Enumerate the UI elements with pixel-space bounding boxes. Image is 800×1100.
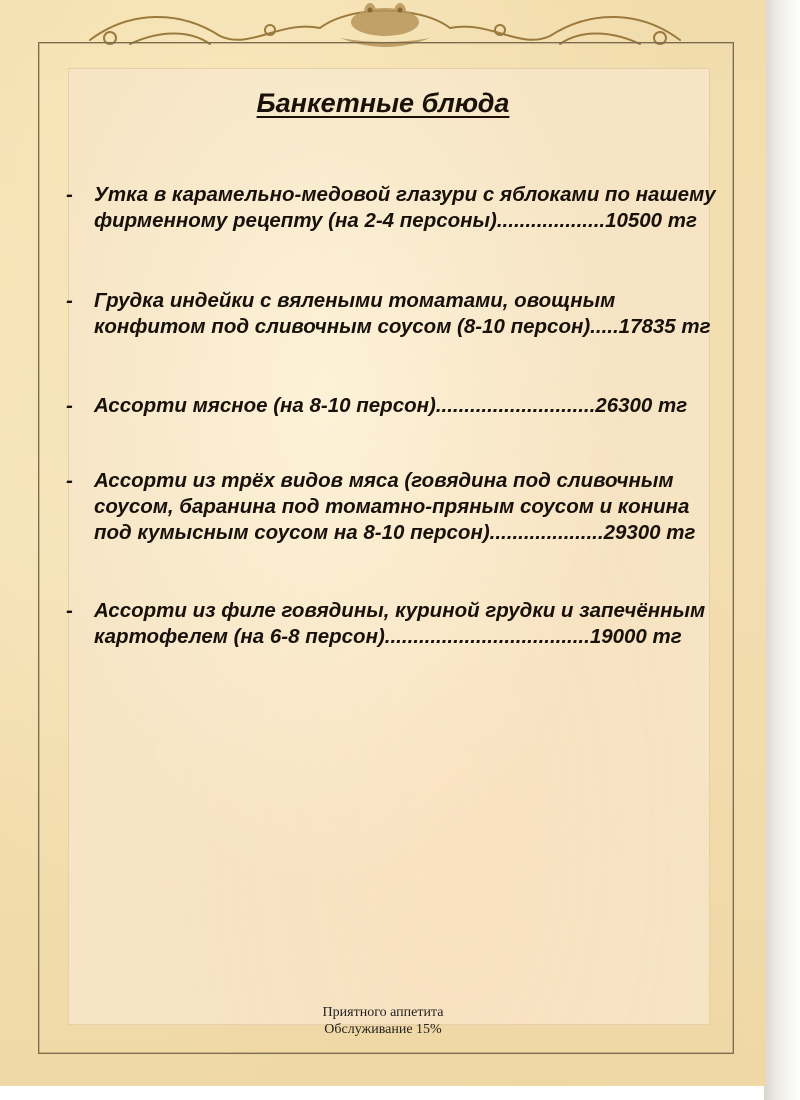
menu-item xyxy=(66,468,706,546)
menu-item-line: фирменному рецепту (на 2-4 персоны)...................10500 тг xyxy=(94,209,697,232)
list-dash: - xyxy=(66,289,73,312)
footer-wish: Приятного аппетита xyxy=(322,1005,444,1020)
menu-item-line: Ассорти из филе говядины, куриной грудки и запечённым xyxy=(94,599,706,622)
list-dash: - xyxy=(66,469,73,492)
menu-item xyxy=(66,288,711,340)
menu-item-line: под кумысным соусом на 8-10 персон)....................29300 тг xyxy=(94,521,696,544)
menu-item-line: картофелем (на 6-8 персон)....................................19000 тг xyxy=(94,625,682,648)
page-title: Банкетные блюда xyxy=(256,88,510,118)
menu-item-line: Ассорти из трёх видов мяса (говядина под сливочным xyxy=(94,469,674,492)
menu-item-line: Утка в карамельно-медовой глазури с яблоками по нашему xyxy=(94,183,716,206)
menu-item xyxy=(66,182,716,234)
scan-edge xyxy=(764,0,800,1100)
list-dash: - xyxy=(66,599,73,622)
footer xyxy=(0,1004,766,1038)
menu-item xyxy=(66,598,706,650)
menu-item-line: соусом, баранина под томатно-пряным соусом и конина xyxy=(94,495,690,518)
footer-service-charge: Обслуживание 15% xyxy=(324,1022,442,1037)
menu-item-line: конфитом под сливочным соусом (8-10 персон).....17835 тг xyxy=(94,315,711,338)
list-dash: - xyxy=(66,394,73,417)
menu-item-line: Грудка индейки с вялеными томатами, овощным xyxy=(94,289,616,312)
menu-item xyxy=(66,393,706,419)
menu-item-line: Ассорти мясное (на 8-10 персон)............................26300 тг xyxy=(94,394,688,417)
list-dash: - xyxy=(66,183,73,206)
